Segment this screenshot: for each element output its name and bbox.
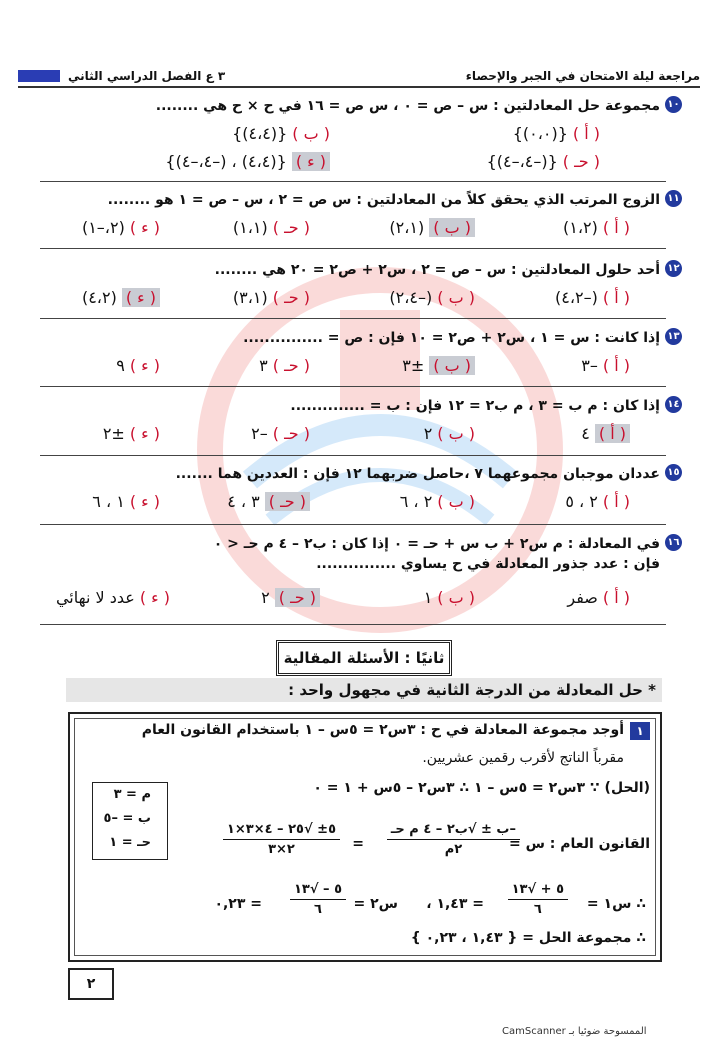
question-text: عددان موجبان مجموعهما ٧ ،حاصل ضربهما ١٢ فإن : العددين هما .......	[175, 466, 660, 482]
x1-denominator: ٦	[533, 902, 542, 917]
question-number: ١٣	[665, 328, 682, 345]
option-c-selected: ( حـ ) ٣ ، ٤	[227, 492, 310, 511]
question-text: في المعادلة : م س٢ + ب س + حـ = ٠ إذا كان : ب٢ – ٤ م حـ < ٠	[213, 536, 660, 552]
x2-fraction	[290, 882, 346, 917]
question-14	[50, 396, 680, 416]
coef-a: م = ٣	[113, 787, 151, 802]
coef-c: حـ = ١	[109, 835, 151, 850]
coefficients-box	[92, 782, 168, 860]
x2-denominator: ٦	[314, 902, 322, 917]
header-color-bar	[18, 70, 60, 82]
question-12	[50, 260, 680, 280]
question-10	[50, 96, 680, 116]
option-c: ( حـ ) (٣،١)	[232, 288, 310, 307]
substituted-numerator: ٥± √٢٥ – ٤×٣×١	[223, 822, 340, 840]
header-term: ٣ ع الفصل الدراسي الثاني	[68, 69, 226, 83]
question-number: ١٦	[665, 534, 682, 551]
example-box	[68, 712, 662, 962]
option-a: ( أ ) –٣	[581, 356, 630, 375]
question-14-options	[50, 424, 660, 450]
law-label: القانون العام : س =	[509, 836, 650, 852]
question-11	[50, 190, 680, 210]
x1-numerator: ٥ + √١٣	[508, 882, 568, 900]
option-d-selected: ( ء ) (٤،٢)	[82, 288, 160, 307]
question-text: أحد حلول المعادلتين : س – ص = ٢ ، س٢ + ص٢ = ٢٠ هي ........	[214, 262, 660, 278]
divider	[40, 524, 666, 525]
question-number: ١٤	[665, 396, 682, 413]
header-title: مراجعة ليلة الامتحان في الجبر والإحصاء	[465, 69, 700, 83]
option-a: ( أ ) (١،٢)	[563, 218, 630, 237]
question-11-options	[50, 218, 660, 244]
option-c: ( حـ ) (١،١)	[232, 218, 310, 237]
option-b: ( ب ) ٢	[423, 424, 475, 443]
option-c-selected: ( حـ ) ٢	[261, 588, 320, 607]
divider	[40, 181, 666, 182]
equals-sign: =	[352, 836, 364, 852]
question-15	[50, 464, 680, 484]
option-a: ( أ ) ٢ ، ٥	[565, 492, 630, 511]
question-text: إذا كان : م ب = ٣ ، م ب٢ = ١٢ فإن : ب = ..............	[290, 398, 660, 414]
option-d: ( ء ) ١ ، ٦	[92, 492, 160, 511]
option-d: ( ء ) عدد لا نهائي	[55, 588, 170, 607]
scanner-footer: الممسوحة ضوئيا بـ CamScanner	[502, 1026, 647, 1037]
substituted-fraction	[223, 822, 340, 857]
question-13-options	[50, 356, 660, 382]
question-12-options	[50, 288, 660, 314]
question-text-line2: فإن : عدد جذور المعادلة في ح يساوي ...............	[316, 556, 660, 572]
option-b-selected: ( ب ) (٢،١)	[389, 218, 475, 237]
section-subtitle: * حل المعادلة من الدرجة الثانية في مجهول واحد :	[66, 678, 662, 702]
option-b: ( ب ) {(٤،٤)}	[232, 124, 330, 143]
question-16	[50, 534, 680, 574]
x2-label: س٢ =	[353, 896, 398, 912]
x2-value: = ٠,٢٣	[214, 896, 262, 912]
question-10-options	[50, 124, 660, 184]
option-a: ( أ ) صفر	[567, 588, 630, 607]
substituted-denominator: ٢×٣	[268, 842, 295, 857]
x2-numerator: ٥ – √١٣	[290, 882, 346, 900]
option-b: ( ب ) ١	[423, 588, 475, 607]
divider	[40, 386, 666, 387]
law-numerator: –ب ± √ب٢ – ٤ م حـ	[387, 822, 520, 840]
divider	[40, 624, 666, 625]
example-line1: أوجد مجموعة المعادلة في ح : ٣س٢ = ٥س – ١ باستخدام القانون العام	[141, 722, 624, 738]
section-title: ثانيًا : الأسئلة المقالية	[276, 640, 452, 676]
coef-b: ب = –٥	[103, 811, 151, 826]
x1-fraction	[508, 882, 568, 917]
law-denominator: ٢م	[444, 842, 463, 857]
option-b: ( ب ) (–٢،٤)	[389, 288, 475, 307]
example-line2: مقرباً الناتج لأقرب رقمين عشريين.	[422, 750, 624, 766]
law-fraction	[387, 822, 520, 857]
x1-label: ∴ س١ =	[586, 896, 646, 912]
question-13	[50, 328, 680, 348]
option-b-selected: ( ب ) ±٣	[402, 356, 475, 375]
example-number: ١	[630, 722, 650, 740]
option-b: ( ب ) ٢ ، ٦	[399, 492, 475, 511]
option-c: ( حـ ) ٣	[259, 356, 310, 375]
header-grade	[18, 69, 225, 83]
question-number: ١٠	[665, 96, 682, 113]
option-d: ( ء ) ±٢	[102, 424, 160, 443]
option-c: ( حـ ) –٢	[251, 424, 310, 443]
solution-set: ∴ مجموعة الحل = { ١,٤٣ ، ٠,٢٣ }	[410, 930, 646, 946]
page-header	[18, 66, 700, 88]
question-15-options	[50, 492, 660, 518]
option-d-selected: ( ء ) {(٤،٤) ، (–٤،–٤)}	[165, 152, 330, 171]
option-a: ( أ ) (–٤،٢)	[555, 288, 630, 307]
question-16-options	[50, 588, 660, 614]
option-d: ( ء ) (٢،–١)	[81, 218, 160, 237]
question-number: ١١	[665, 190, 682, 207]
x1-value: = ١,٤٣ ،	[426, 896, 484, 912]
question-text: الزوج المرتب الذي يحقق كلاً من المعادلتين : س ص = ٢ ، س – ص = ١ هو ........	[107, 192, 660, 208]
question-text: إذا كانت : س = ١ ، س٢ + ص٢ = ١٠ فإن : ص = ...............	[243, 330, 660, 346]
divider	[40, 318, 666, 319]
solution-line: (الحل) ∵ ٣س٢ = ٥س – ١ ∴ ٣س٢ – ٥س + ١ = ٠	[313, 780, 650, 796]
page-number: ٢	[68, 968, 114, 1000]
divider	[40, 248, 666, 249]
question-number: ١٢	[665, 260, 682, 277]
option-a-selected: ( أ ) ٤	[581, 424, 630, 443]
option-c: ( حـ ) {(–٤،–٤)}	[486, 152, 600, 171]
option-d: ( ء ) ٩	[116, 356, 160, 375]
option-a: ( أ ) {(٠،٠)}	[512, 124, 600, 143]
divider	[40, 455, 666, 456]
question-text: مجموعة حل المعادلتين : س – ص = ٠ ، س ص = ١٦ في ح × ح هي ........	[155, 98, 660, 114]
question-number: ١٥	[665, 464, 682, 481]
